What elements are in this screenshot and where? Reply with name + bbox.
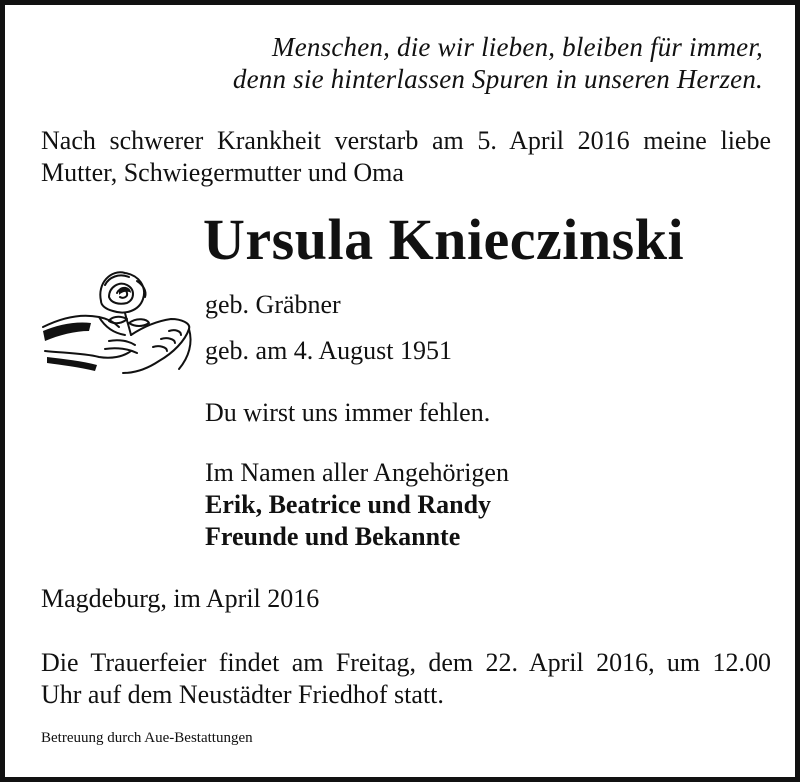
motto-line-1: Menschen, die wir lieben, bleiben für immer, (272, 32, 763, 62)
announcement-line-1: Nach schwerer Krankheit verstarb am 5. April 2016 meine liebe (41, 126, 771, 155)
announcement-line-2: Mutter, Schwiegermutter und Oma (41, 158, 404, 187)
funeral-info (41, 647, 771, 711)
rose-in-hands-icon (39, 261, 199, 391)
mourners-intro: Im Namen aller Angehörigen (205, 458, 509, 487)
death-announcement (41, 125, 771, 189)
maiden-name: geb. Gräbner (205, 290, 341, 319)
place-and-date: Magdeburg, im April 2016 (41, 584, 320, 613)
deceased-name: Ursula Knieczinski (203, 207, 685, 272)
motto-line-2: denn sie hinterlassen Spuren in unseren Herzen. (232, 64, 763, 94)
birth-date: geb. am 4. August 1951 (205, 336, 452, 365)
funeral-line-2: Uhr auf dem Neustädter Friedhof statt. (41, 680, 444, 709)
mourners-friends: Freunde und Bekannte (205, 522, 461, 551)
motto-quote (5, 31, 763, 95)
mourners-family: Erik, Beatrice und Randy (205, 490, 492, 519)
farewell-message: Du wirst uns immer fehlen. (205, 398, 491, 427)
funeral-line-1: Die Trauerfeier findet am Freitag, dem 22. April 2016, um 12.00 (41, 648, 771, 677)
funeral-home-credit: Betreuung durch Aue-Bestattungen (41, 730, 253, 746)
